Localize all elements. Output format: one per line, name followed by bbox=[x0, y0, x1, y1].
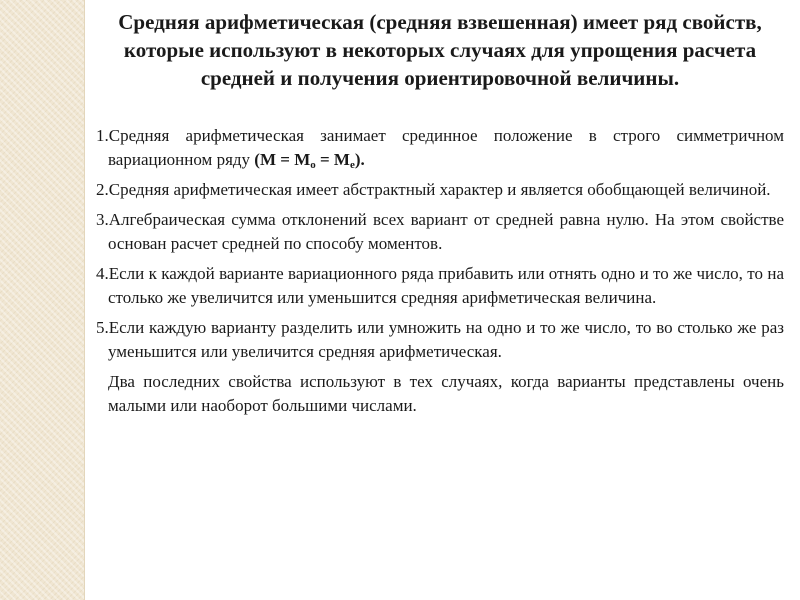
property-number: 5. bbox=[96, 318, 109, 337]
property-text: Алгебраическая сумма отклонений всех вариант от средней равна нулю. На этом свойстве основан расчет средней по способу моментов. bbox=[108, 210, 784, 253]
formula-part: ). bbox=[354, 150, 365, 169]
property-number: 4. bbox=[96, 264, 109, 283]
property-text: Средняя арифметическая имеет абстрактный характер и является обобщающей величиной. bbox=[108, 180, 771, 199]
formula-subscript-mode: о bbox=[310, 159, 316, 171]
formula-part: (М = М bbox=[254, 150, 311, 169]
property-text: Средняя арифметическая занимает срединное положение в строго симметричном вариационном ряду bbox=[108, 126, 784, 169]
property-item-2 bbox=[96, 178, 784, 202]
median-mode-formula bbox=[254, 150, 365, 169]
closing-note: Два последних свойства используют в тех случаях, когда варианты представлены очень малыми или наоборот большими числами. bbox=[108, 372, 784, 415]
decorative-side-stripe bbox=[0, 0, 85, 600]
property-number: 1. bbox=[96, 126, 109, 145]
property-item-4 bbox=[96, 262, 784, 310]
slide-content bbox=[96, 0, 784, 600]
property-text: Если каждую варианту разделить или умножить на одно и то же число, то во столько же раз уменьшится или увеличится средняя арифметическая. bbox=[108, 318, 784, 361]
property-number: 3. bbox=[96, 210, 109, 229]
property-item-1 bbox=[96, 124, 784, 172]
property-item-3 bbox=[96, 208, 784, 256]
properties-list bbox=[96, 124, 784, 364]
property-text: Если к каждой варианте вариационного ряда прибавить или отнять одно и то же число, то на столько же увеличится или уменьшится средняя арифметическая величина. bbox=[108, 264, 784, 307]
slide-title: Средняя арифметическая (средняя взвешенная) имеет ряд свойств, которые используют в некоторых случаях для упрощения расчета средней и получения ориентировочной величины. bbox=[118, 10, 762, 90]
formula-subscript-median: е bbox=[349, 159, 355, 171]
formula-part: = М bbox=[315, 150, 350, 169]
property-number: 2. bbox=[96, 180, 109, 199]
property-item-5 bbox=[96, 316, 784, 364]
